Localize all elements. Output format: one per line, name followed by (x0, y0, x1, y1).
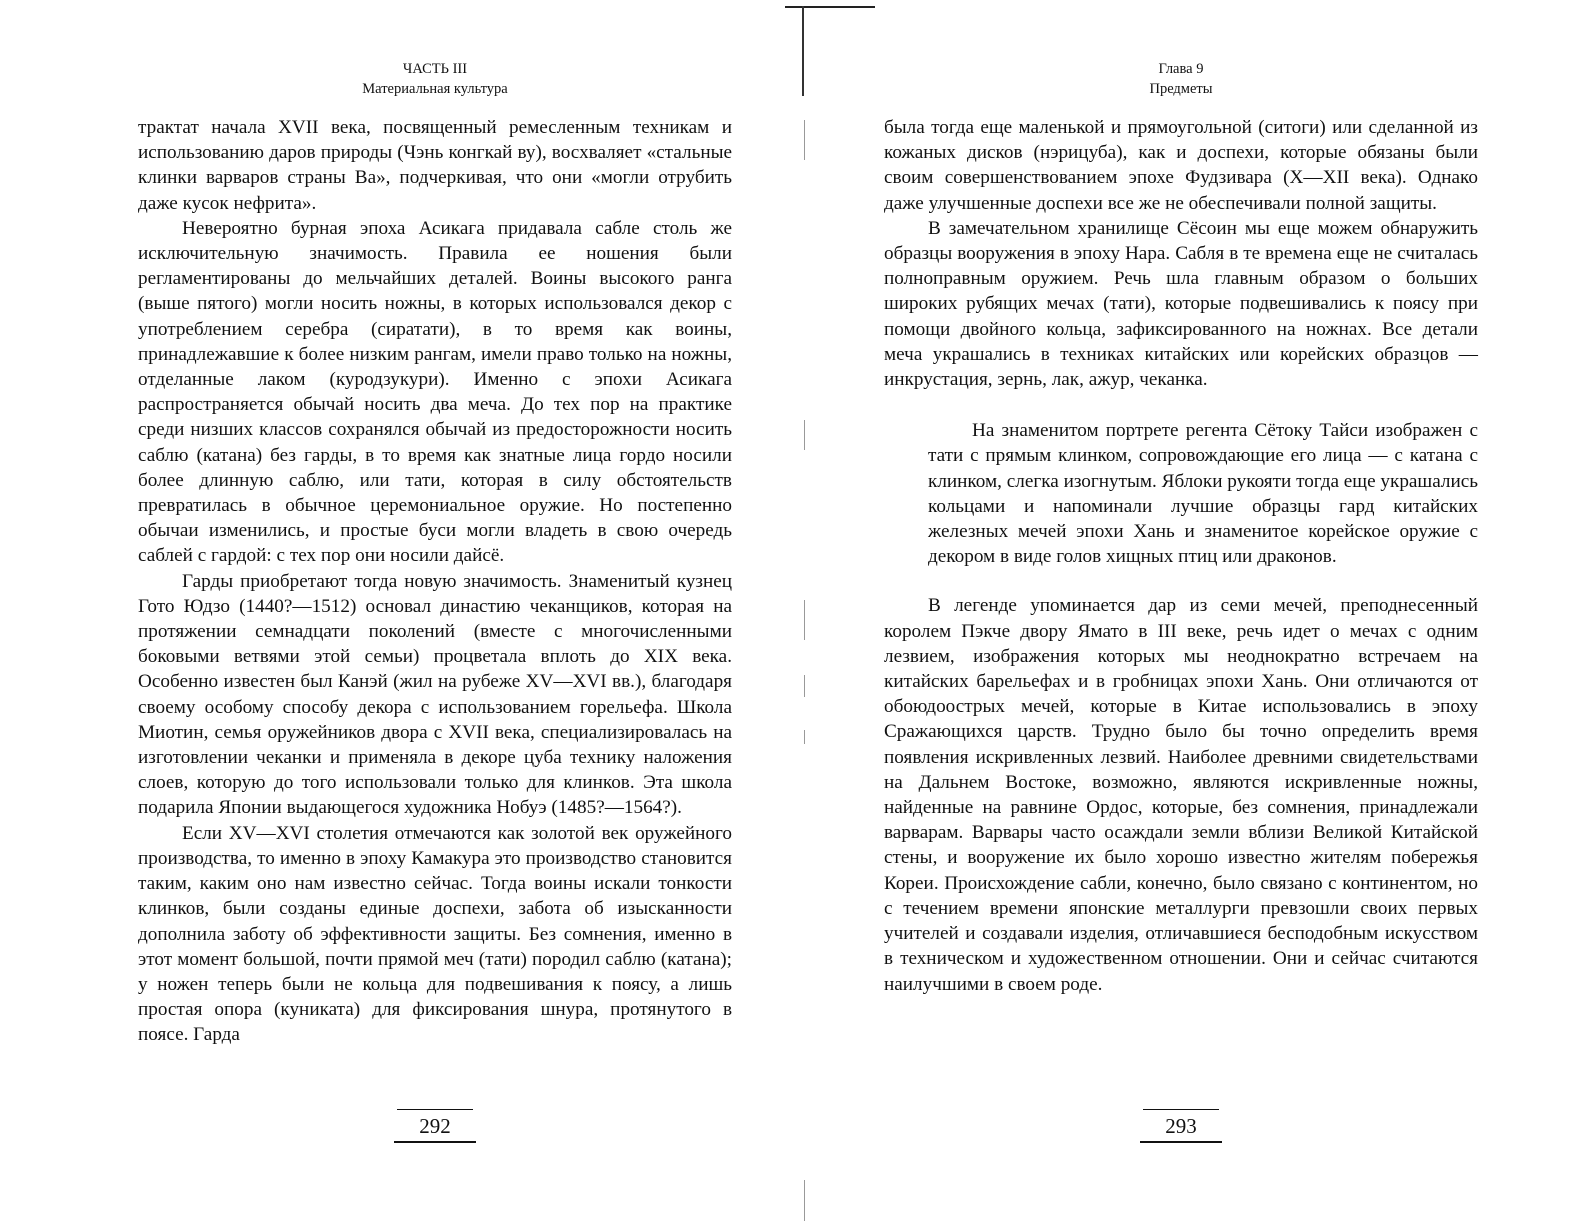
note-text: На знаменитом портрете регента Сётоку Тайси изображен с тати с прямым клинком, сопровождающие его лица — с катана с клинком, слегка изогнутым. Яблоки рукояти тогда еще украшались кольцами и напоминали лучшие образцы гард китайских железных мечей эпохи Хань и знаменитое корейское оружие с декором в виде голов хищных птиц или драконов. (928, 420, 1478, 568)
gutter-mark (804, 120, 805, 160)
running-head-right (884, 59, 1478, 99)
paragraph: Если XV—XVI столетия отмечаются как золотой век оружейного производства, то именно в эпоху Камакура это производство становится таким, каким оно нам известно сейчас. Тогда воины искали тонкости клинков, были созданы единые доспехи, забота об изысканности дополнила заботу об эффективности защиты. Без сомнения, именно в этот момент большой, почти прямой меч (тати) породил саблю (катана); у ножен теперь были не кольца для подвешивания к поясу, а лишь простая опора (куниката) для фиксирования шнура, протянутого в поясе. Гарда (138, 822, 732, 1046)
chapter-title: Предметы (1149, 81, 1213, 97)
book-gutter (797, 0, 809, 1221)
gutter-top-line (785, 6, 875, 8)
gutter-stem (802, 6, 804, 96)
gutter-mark (804, 420, 805, 450)
folio-underline (1140, 1141, 1222, 1143)
right-page (884, 0, 1478, 1221)
paragraph: Невероятно бурная эпоха Асикага придавала сабле столь же исключительную значимость. Правила ее ношения были регламентированы до мельчайших деталей. Воины высокого ранга (выше пятого) могли носить ножны, в которых использовался декор с употреблением серебра (сиратати), в то время как воины, принадлежавшие к более низким рангам, имели право только на ножны, отделанные лаком (куродзукури). Именно с эпохи Асикага распространяется обычай носить два меча. До тех пор на практике среди низших классов сохранялся обычай из предосторожности носить саблю (катана) без гарды, в то время как знатные лица гордо носили более длинную саблю, или тати, которая в силу обстоятельств превратилась в обычное церемониальное оружие. Но постепенно обычаи изменились, и простые буси могли владеть в свою очередь саблей с гардой: с тех пор они носили дайсё. (138, 217, 732, 567)
sidebar-note (928, 418, 1478, 569)
paragraph: В легенде упоминается дар из семи мечей, преподнесенный королем Пэкче двору Ямато в III веке, речь идет о мечах с одним лезвием, изображения которых мы неоднократно встречаем на китайских барельефах и в гробницах эпохи Хань. Они отличаются от обоюдоострых мечей, которые в Китае использовались в эпоху Сражающихся царств. Трудно было бы точно определить время появления искривленных лезвий. Наиболее древними свидетельствами на Дальнем Востоке, возможно, являются искривленные ножны, найденные на равнине Ордос, которые, без сомнения, принадлежали варварам. Варвары часто осаждали земли вблизи Великой Китайской стены, и вооружение их было хорошо известно жителям побережья Кореи. Происхождение сабли, конечно, было связано с континентом, но с течением времени японские металлурги превзошли своих первых учителей и создавали изделия, отличавшиеся бесподобным искусством в техническом и художественном отношении. Они и сейчас считаются наилучшими в своем роде. (884, 595, 1478, 995)
chapter-heading: Глава 9 (1158, 61, 1204, 77)
left-body-text (138, 115, 732, 1048)
right-body-text (884, 115, 1478, 997)
paragraph: В замечательном хранилище Сёсоин мы еще можем обнаружить образцы вооружения в эпоху Нара. Сабля в те времена еще не считалась полноправным оружием. Речь шла главным образом о больших широких рубящих мечах (тати), которые подвешивались к поясу при помощи двойного кольца, зафиксированного на ножнах. Все детали меча украшались в техниках китайских или корейских образцов — инкрустация, зернь, лак, ажур, чеканка. (884, 217, 1478, 391)
paragraph: была тогда еще маленькой и прямоугольной (ситоги) или сделанной из кожаных дисков (нэрицуба), как и доспехи, которые обязаны были своим совершенствованием эпохе Фудзивара (X—XII века). Однако даже улучшенные доспехи все же не обеспечивали полной защиты. (884, 117, 1478, 214)
page-number-left (138, 1109, 732, 1143)
folio-number: 292 (397, 1109, 473, 1139)
page-number-right (884, 1109, 1478, 1143)
gutter-mark (804, 1180, 805, 1221)
part-heading: ЧАСТЬ III (402, 61, 468, 77)
gutter-mark (804, 675, 805, 697)
folio-underline (394, 1141, 476, 1143)
running-head-left (138, 59, 732, 99)
paragraph: Гарды приобретают тогда новую значимость. Знаменитый кузнец Гото Юдзо (1440?—1512) основал династию чеканщиков, которая на протяжении семнадцати поколений (вместе с многочисленными боковыми ветвями этой семьи) процветала вплоть до XIX века. Особенно известен был Канэй (жил на рубеже XV—XVI вв.), благодаря своему особому способу декора с использованием горельефа. Школа Миотин, семья оружейников двора с XVII века, специализировалась на изготовлении чеканки и применяла в декоре цуба технику наложения слоев, которую до того использовали только для клинков. Эта школа подарила Японии выдающегося художника Нобуэ (1485?—1564?). (138, 570, 732, 819)
gutter-mark (804, 600, 805, 640)
folio-number: 293 (1143, 1109, 1219, 1139)
part-title: Материальная культура (362, 81, 508, 97)
paragraph: трактат начала XVII века, посвященный ремесленным техникам и использованию даров природы (Чэнь конгкай ву), восхваляет «стальные клинки варваров страны Ва», подчеркивая, что они «могли отрубить даже кусок нефрита». (138, 117, 732, 214)
gutter-mark (804, 730, 805, 744)
left-page (138, 0, 732, 1221)
